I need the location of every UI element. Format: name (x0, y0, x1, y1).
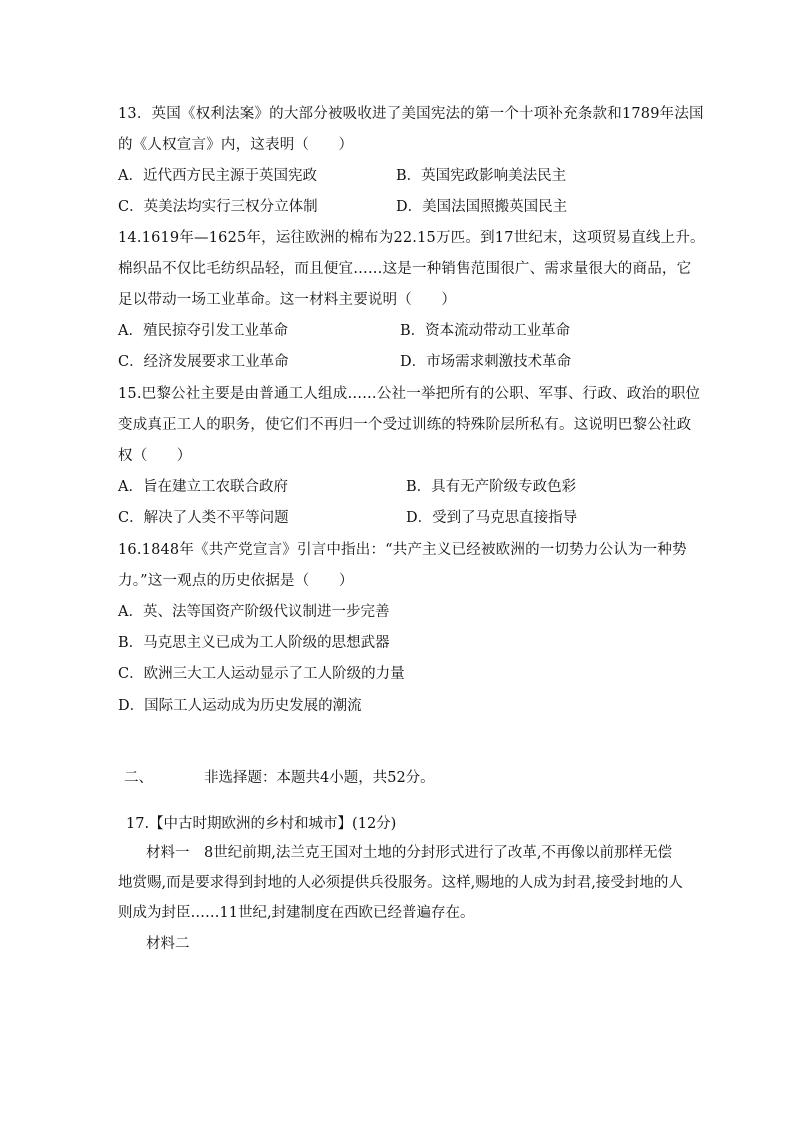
q16-option-a: A．英、法等国资产阶级代议制进一步完善 (118, 604, 390, 620)
q13-option-d: D．美国法国照搬英国民主 (396, 199, 568, 215)
q15-stem-line1: 15.巴黎公社主要是由普通工人组成……公社一举把所有的公职、军事、行政、政治的职位 (118, 386, 701, 402)
q14-stem-line2: 棉织品不仅比毛纺织品轻，而且便宜……这是一种销售范围很广、需求量很大的商品，它 (118, 261, 692, 277)
q14-option-b: B．资本流动带动工业革命 (400, 323, 571, 339)
q17-material2-label: 材料二 (146, 936, 190, 952)
q17-header: 17.【中古时期欧洲的乡村和城市】(12分) (126, 816, 397, 832)
q14-option-c: C．经济发展要求工业革命 (118, 354, 289, 370)
q16-option-b: B．马克思主义已成为工人阶级的思想武器 (118, 635, 390, 651)
q15-option-d: D．受到了马克思直接指导 (406, 510, 578, 526)
q14-stem-line1: 14.1619年—1625年，运往欧洲的棉布为22.15万匹。到17世纪末，这项贸易直线上升。 (118, 230, 705, 246)
q14-stem-line3: 足以带动一场工业革命。这一材料主要说明（ ） (118, 292, 457, 308)
q15-stem-line3: 权（ ） (118, 448, 192, 464)
q13-option-b: B．英国宪政影响美法民主 (396, 168, 567, 184)
q15-option-b: B．具有无产阶级专政色彩 (406, 479, 577, 495)
section2-title: 非选择题：本题共4小题，共52分。 (204, 770, 435, 786)
q17-material1-line1: 材料一 8世纪前期,法兰克王国对土地的分封形式进行了改革,不再像以前那样无偿 (146, 845, 672, 861)
q14-option-d: D．市场需求刺激技术革命 (400, 354, 572, 370)
q16-option-d: D．国际工人运动成为历史发展的潮流 (118, 698, 362, 714)
q15-stem-line2: 变成真正工人的职务，使它们不再归一个受过训练的特殊阶层所私有。这说明巴黎公社政 (118, 417, 692, 433)
q16-stem-line1: 16.1848年《共产党宣言》引言中指出：“共产主义已经被欧洲的一切势力公认为一种势 (118, 542, 687, 558)
q16-option-c: C．欧洲三大工人运动显示了工人阶级的力量 (118, 666, 405, 682)
q13-option-c: C．英美法均实行三权分立体制 (118, 199, 318, 215)
q17-material1-line2: 地赏赐,而是要求得到封地的人必须提供兵役服务。这样,赐地的人成为封君,接受封地的人 (118, 875, 683, 891)
section2-number: 二、 (124, 770, 153, 786)
q14-option-a: A．殖民掠夺引发工业革命 (118, 323, 288, 339)
q13-stem-line2: 的《人权宣言》内，这表明（ ） (118, 137, 354, 153)
q16-stem-line2: 力。”这一观点的历史依据是（ ） (118, 573, 354, 589)
q13-stem-line1: 13．英国《权利法案》的大部分被吸收进了美国宪法的第一个十项补充条款和1789年法国 (118, 106, 704, 122)
q15-option-a: A．旨在建立工农联合政府 (118, 479, 288, 495)
q13-option-a: A．近代西方民主源于英国宪政 (118, 168, 317, 184)
q17-material1-line3: 则成为封臣……11世纪,封建制度在西欧已经普遍存在。 (118, 905, 475, 921)
q15-option-c: C．解决了人类不平等问题 (118, 510, 289, 526)
